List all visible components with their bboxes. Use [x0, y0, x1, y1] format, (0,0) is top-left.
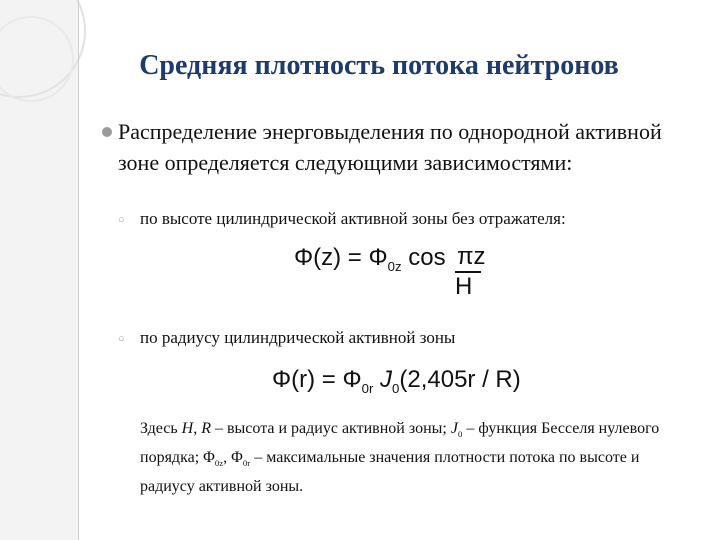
slide-title: Средняя плотность потока нейтронов [139, 50, 619, 81]
formula-radius-fn: J [373, 366, 393, 393]
note-var-h: H [181, 420, 194, 437]
note-text: , Φ [223, 449, 243, 467]
note-text: , [193, 420, 202, 437]
formula-radius-arg: (2,405r / R) [399, 366, 521, 393]
main-bullet-text: Распределение энерговыделения по однородной активной зоне определяется следующими зависимостями: [118, 119, 662, 175]
note-text: – максимальные значения плотности потока по высоте и радиусу активной зоны. [140, 449, 640, 496]
note-sub: 0r [242, 458, 251, 469]
fraction-numerator: πz [457, 243, 486, 270]
formula-radius-fn-sub: 0 [392, 380, 400, 396]
sub-bullet-ring-icon-2: ○ [118, 333, 125, 345]
fraction-denominator: H [455, 273, 473, 300]
note-text: – функция Бесселя нулевого порядка; Φ [140, 420, 660, 467]
formula-height-sub: 0z [387, 258, 402, 274]
formula-height [294, 244, 446, 274]
note-var-r: R [201, 420, 211, 437]
sub-item-height: по высоте цилиндрической активной зоны без отражателя: [140, 209, 566, 228]
note-sub: 0z [214, 458, 224, 469]
note-text: Здесь [140, 420, 182, 437]
explanation-note [140, 417, 680, 499]
sub-bullet-ring-icon: ○ [118, 214, 125, 226]
formula-radius-sub: 0r [361, 380, 374, 396]
note-text: – высота и радиус активной зоны; [211, 420, 451, 437]
note-sub: 0 [457, 429, 463, 440]
note-var-j: J [450, 420, 458, 437]
sub-item-radius: по радиусу цилиндрической активной зоны [140, 328, 456, 347]
formula-height-lhs: Φ(z) = Φ [294, 244, 388, 271]
formula-radius-lhs: Φ(r) = Φ [272, 366, 362, 393]
formula-height-cos: cos [401, 244, 446, 271]
bullet-dot-icon [102, 127, 112, 137]
formula-radius [272, 366, 521, 396]
